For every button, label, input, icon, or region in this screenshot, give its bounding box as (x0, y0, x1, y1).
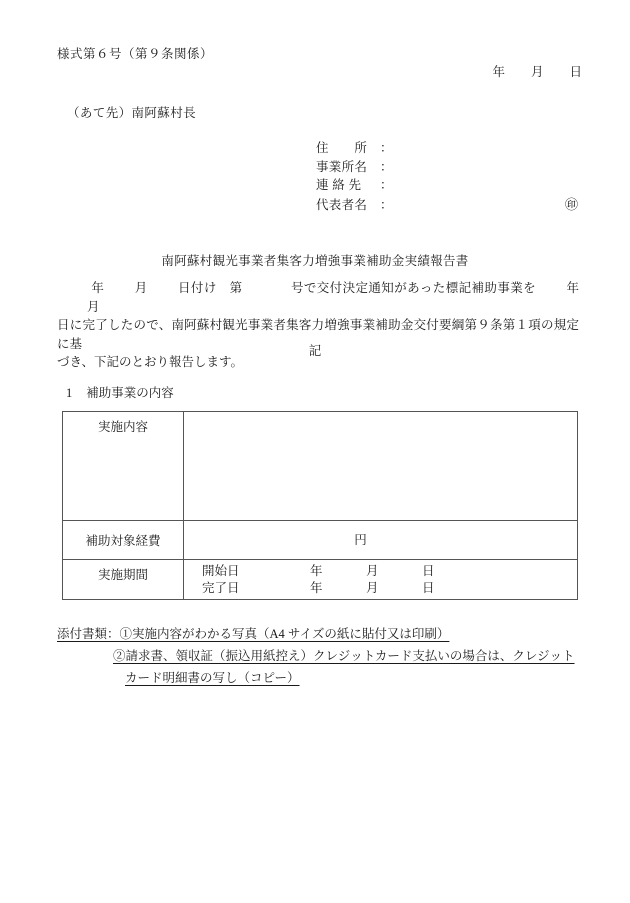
section-heading (66, 383, 174, 401)
applicant-representative-label: 代表者名 (316, 197, 368, 212)
applicant-representative-colon: ： (380, 197, 393, 212)
applicant-contact-label: 連 絡 先 (316, 178, 362, 192)
period-start-month: 月 (366, 564, 379, 578)
row-value-eligible-expenses[interactable] (184, 521, 578, 560)
applicant-contact-colon: ： (380, 178, 393, 192)
subsidy-content-table (62, 411, 578, 600)
form-number: 様式第６号（第９条関係） (57, 47, 214, 61)
seal-icon: ㊞ (564, 196, 578, 212)
applicant-address-label: 住 所 (316, 141, 368, 155)
applicant-block (316, 138, 578, 212)
addressee: （あて先）南阿蘇村長 (67, 106, 197, 120)
table-row-implementation-content (63, 412, 578, 521)
attachments-line-2 (57, 645, 597, 667)
submission-date-line (0, 62, 582, 80)
attachments-block (57, 623, 597, 689)
period-cell (184, 560, 577, 599)
period-start-day: 日 (422, 564, 435, 578)
kiji-marker: 記 (308, 344, 322, 358)
period-start-year: 年 (310, 564, 323, 578)
page-title: 南阿蘇村観光事業者集客力増強事業補助金実績報告書 (161, 254, 469, 268)
body-month-2: 月 (87, 299, 100, 314)
body-year-2: 年 (566, 281, 579, 295)
period-start-row (202, 563, 577, 580)
section-title: 補助事業の内容 (86, 386, 174, 400)
applicant-representative-row (316, 194, 578, 213)
currency-unit-label: 円 (354, 533, 367, 547)
body-year-1: 年 (91, 281, 105, 295)
attachments-line-3-text: カード明細書の写し（コピー） (125, 671, 300, 685)
attachments-line-1-text: 添付書類：①実施内容がわかる写真（A4 サイズの紙に貼付又は印刷） (57, 627, 450, 641)
applicant-contact-row (316, 175, 578, 194)
row-value-implementation-content[interactable] (184, 412, 578, 521)
body-notice-text: 号で交付決定通知があった標記補助事業を (290, 281, 537, 295)
section-number: 1 (66, 386, 73, 400)
date-year-label: 年 (492, 65, 505, 79)
period-end-row (202, 580, 577, 597)
body-line-2: 日に完了したので、南阿蘇村観光事業者集客力増強事業補助金交付要綱第９条第１項の規定に基 (57, 318, 579, 351)
body-date-prefix: 日付け 第 (177, 281, 243, 295)
table-row-eligible-expenses (63, 521, 578, 560)
period-end-month: 月 (366, 580, 379, 595)
table-row-implementation-period (63, 560, 578, 600)
date-month-label: 月 (530, 65, 544, 79)
applicant-business-name-label: 事業所名 (316, 159, 368, 174)
date-day-label: 日 (569, 65, 582, 79)
row-value-implementation-period[interactable] (184, 560, 578, 600)
period-end-label: 完了日 (202, 580, 240, 595)
applicant-address-row (316, 138, 578, 157)
row-label-implementation-content: 実施内容 (63, 412, 184, 521)
row-label-implementation-period: 実施期間 (63, 560, 184, 600)
applicant-address-colon: ： (380, 141, 393, 155)
row-label-eligible-expenses: 補助対象経費 (63, 521, 184, 560)
applicant-business-name-row (316, 157, 578, 176)
period-start-label: 開始日 (202, 564, 240, 578)
period-end-day: 日 (422, 580, 435, 595)
body-line-3: づき、下記のとおり報告します。 (57, 355, 244, 369)
applicant-business-name-colon: ： (380, 159, 393, 174)
attachments-line-3 (57, 667, 597, 689)
attachments-line-2-text: ②請求書、領収証（振込用紙控え）クレジットカード支払いの場合は、クレジット (113, 649, 575, 663)
period-end-year: 年 (310, 580, 323, 595)
attachments-line-1 (57, 623, 597, 645)
body-month-1: 月 (134, 281, 148, 295)
